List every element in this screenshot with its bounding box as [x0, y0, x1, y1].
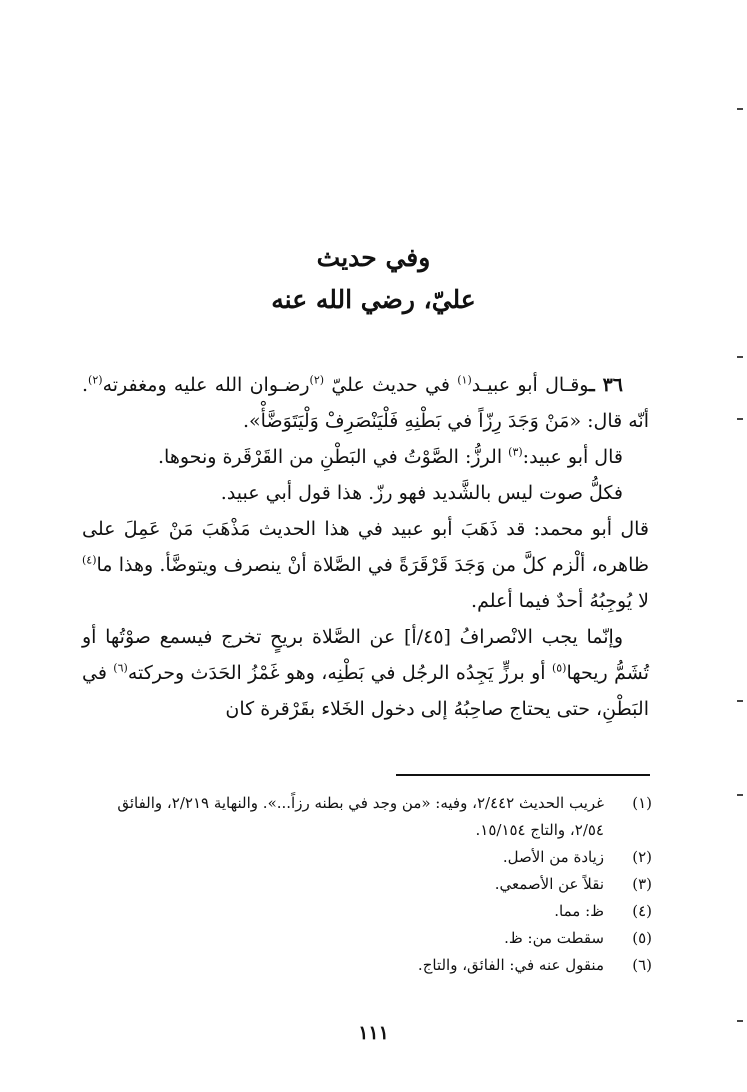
paragraph-abu-ubayd	[82, 439, 649, 475]
paragraph-text: وإنّما يجب الانْصرافُ [٤٥/أ] عن الصَّلاة بريحٍ تخرج فيسمع صوْتُها أو تُشَمُّ ريحها	[82, 626, 649, 684]
footnote-item	[82, 844, 652, 871]
paragraph-abu-muhammad	[82, 511, 649, 619]
paragraph-text: لا يُوجِبُهُ أحدٌ فيما أعلم.	[471, 590, 649, 612]
section-heading-line-2: عليّ، رضي الله عنه	[271, 285, 476, 314]
footnote-divider	[396, 774, 650, 776]
paragraph-text: أو برزٍّ يَجِدُه الرجُل في بَطْنِه، وهو غَمْزُ الحَدَث وحركته	[127, 662, 552, 684]
paragraph-text: رضـوان الله عليه ومغفرته	[102, 374, 310, 396]
footnote-text: زيادة من الأصل.	[502, 848, 604, 866]
paragraph-text: وقـال أبو عبيـد	[471, 374, 590, 396]
paragraph-text: الرزُّ: الصَّوْتُ في البَطْنِ من القَرْقَرة ونحوها.	[158, 446, 509, 468]
footnote-item	[82, 925, 652, 952]
footnote-number: (١)	[632, 794, 652, 812]
footnote-ref: (٣)	[508, 445, 523, 459]
hadith-number: ٣٦ ـ	[589, 374, 623, 396]
footnote-text: ظ: مما.	[554, 902, 604, 920]
paragraph-inserraf	[82, 619, 649, 727]
scan-mark	[737, 794, 743, 796]
footnote-ref: (٥)	[551, 661, 567, 675]
paragraph-text: في حديث عليّ	[324, 374, 458, 396]
paragraph-definition: فكلُّ صوت ليس بالشَّديد فهو رزّ. هذا قول أبي عبيد.	[220, 482, 623, 504]
paragraph-text: قال أبو عبيد:	[522, 446, 623, 468]
footnote-ref: (٢)	[309, 373, 325, 387]
footnote-number: (٣)	[632, 875, 652, 893]
footnote-number: (٤)	[632, 902, 652, 920]
footnote-item	[82, 790, 652, 844]
paragraph-text: في البَطْنِ، حتى يحتاج صاحِبُهُ إلى دخول الخَلاء بقَرْقرة كان	[82, 662, 649, 720]
footnote-text: غريب الحديث ٢/٤٤٢، وفيه: «من وجد في بطنه رزاً...». والنهاية ٢/٢١٩، والفائق ٢/٥٤، والتاج ١٥/١٥٤.	[117, 794, 604, 839]
footnote-ref: (٦)	[113, 661, 128, 675]
footnote-item	[82, 898, 652, 925]
footnote-text: نقلاً عن الأصمعي.	[494, 875, 604, 893]
footnote-ref: (٤)	[82, 553, 97, 567]
footnote-text: سقطت من: ظ.	[504, 929, 604, 947]
scan-mark	[737, 108, 743, 110]
footnote-number: (٥)	[632, 929, 652, 947]
footnote-ref: (١)	[457, 373, 472, 387]
footnote-item	[82, 871, 652, 898]
scan-mark	[737, 700, 743, 702]
section-heading-line-1: وفي حديث	[316, 243, 431, 272]
scan-mark	[737, 418, 743, 420]
footnote-number: (٦)	[632, 956, 652, 974]
footnote-text: منقول عنه في: الفائق، والتاج.	[417, 956, 604, 974]
scan-mark	[737, 1020, 743, 1022]
footnote-number: (٢)	[632, 848, 652, 866]
footnote-item	[82, 952, 652, 979]
page-number: ١١١	[358, 1022, 389, 1044]
footnotes-list	[82, 790, 652, 979]
paragraph-36	[82, 367, 649, 439]
main-text	[82, 367, 649, 727]
scan-mark	[737, 356, 743, 358]
paragraph-text: . أنّه قال: «مَنْ وَجَدَ رِزّاً في بَطْنِهِ فَلْيَنْصَرِفْ وَلْيَتَوَضَّأْ».	[82, 374, 649, 432]
paragraph-text: قال أبو محمد: قد ذَهَبَ أبو عبيد في هذا الحديث مَذْهَبَ مَنْ عَمِلَ على ظاهره، ألْزم كلَّ من وَجَدَ قَرْقَرَةً في الصَّلاة أنْ ينصرف ويتوضَّأ. وهذا ما	[82, 518, 649, 576]
footnote-ref: (٢)	[88, 373, 103, 387]
